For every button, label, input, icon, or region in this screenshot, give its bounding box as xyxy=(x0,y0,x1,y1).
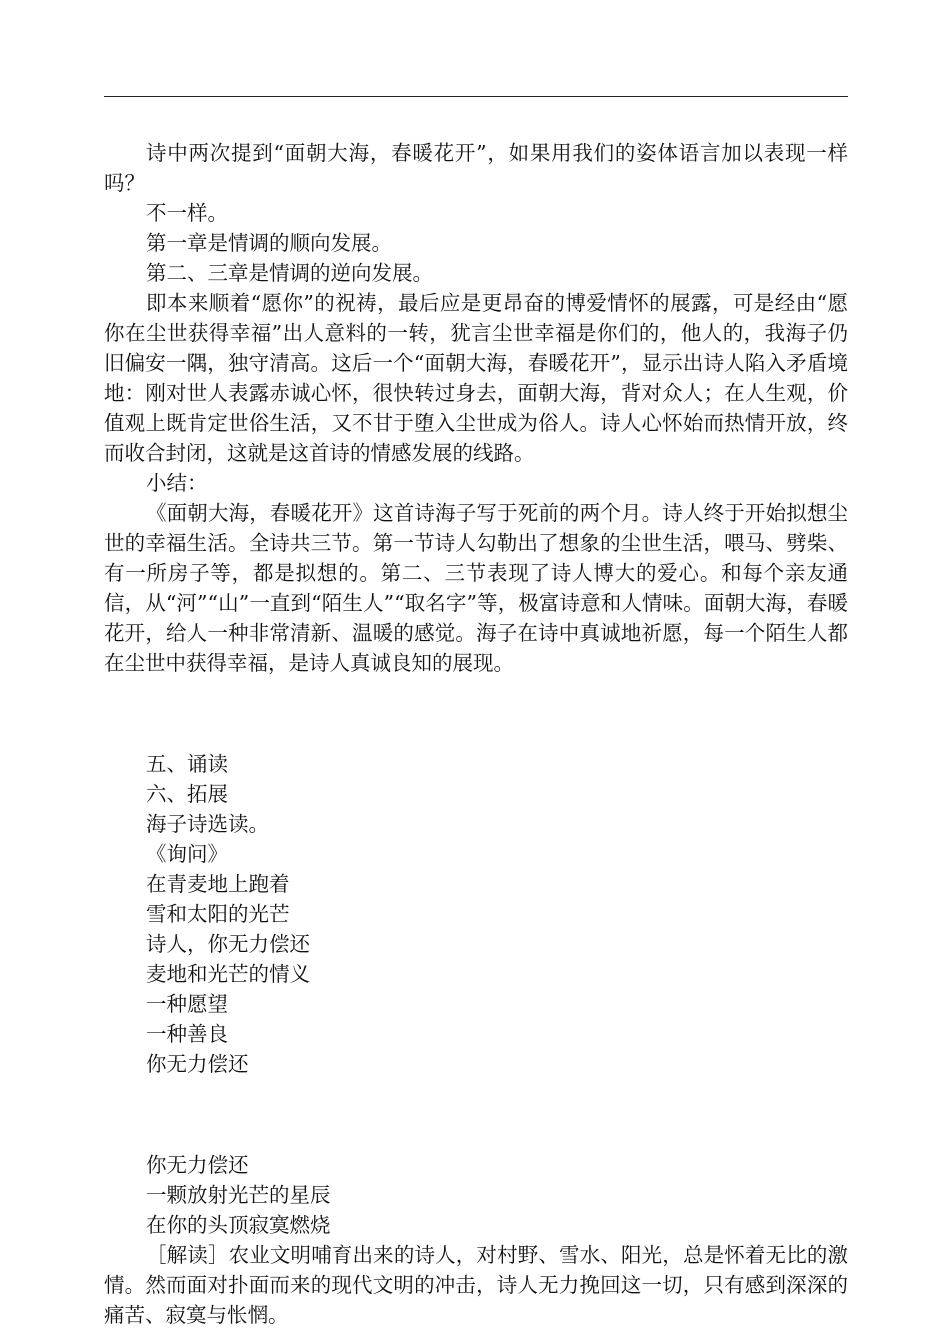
paragraph: 即本来顺着“愿你”的祝祷，最后应是更昂奋的博爱情怀的展露，可是经由“愿你在尘世获得幸福”出人意料的一转，犹言尘世幸福是你们的，他人的，我海子仍旧偏安一隅，独守清高。这后一个“面朝大海，春暖花开”，显示出诗人陷入矛盾境地：刚对世人表露赤诚心怀，很快转过身去，面朝大海，背对众人；在人生观，价值观上既肯定世俗生活，又不甘于堕入尘世成为俗人。诗人心怀始而热情开放，终而收合封闭，这就是这首诗的情感发展的线路。 xyxy=(104,291,848,465)
paragraph: 第一章是情调的顺向发展。 xyxy=(146,231,392,255)
paragraph: 《询问》 xyxy=(146,842,228,866)
paragraph: 你无力偿还 xyxy=(146,1153,249,1177)
paragraph: 六、拓展 xyxy=(146,782,228,806)
paragraph: 雪和太阳的光芒 xyxy=(146,902,290,926)
paragraph: 在你的头顶寂寞燃烧 xyxy=(146,1213,331,1237)
paragraph: 一种善良 xyxy=(146,1022,228,1046)
blank-line xyxy=(104,699,848,729)
document-body xyxy=(104,138,848,1330)
paragraph: ［解读］农业文明哺育出来的诗人，对村野、雪水、阳光，总是怀着无比的激情。然而面对扑面而来的现代文明的冲击，诗人无力挽回这一切，只有感到深深的痛苦、寂寞与怅惘。 xyxy=(104,1243,848,1327)
paragraph: 你无力偿还 xyxy=(146,1052,249,1076)
paragraph: 海子诗选读。 xyxy=(146,812,269,836)
paragraph: 小结： xyxy=(146,471,208,495)
paragraph: 诗人，你无力偿还 xyxy=(146,932,310,956)
blank-line xyxy=(104,1100,848,1130)
paragraph: 一种愿望 xyxy=(146,992,228,1016)
paragraph: 不一样。 xyxy=(146,201,228,225)
paragraph: 诗中两次提到“面朝大海，春暖花开”，如果用我们的姿体语言加以表现一样吗？ xyxy=(104,141,848,195)
paragraph: 一颗放射光芒的星辰 xyxy=(146,1183,331,1207)
header-rule xyxy=(104,96,848,97)
paragraph: 麦地和光芒的情义 xyxy=(146,962,310,986)
paragraph: 第二、三章是情调的逆向发展。 xyxy=(146,261,433,285)
paragraph: 《面朝大海，春暖花开》这首诗海子写于死前的两个月。诗人终于开始拟想尘世的幸福生活。全诗共三节。第一节诗人勾勒出了想象的尘世生活，喂马、劈柴、有一所房子等，都是拟想的。第二、三节表现了诗人博大的爱心。和每个亲友通信，从“河”“山”一直到“陌生人”“取名字”等，极富诗意和人情味。面朝大海，春暖花开，给人一种非常清新、温暖的感觉。海子在诗中真诚地祈愿，每一个陌生人都在尘世中获得幸福，是诗人真诚良知的展现。 xyxy=(104,501,848,675)
paragraph: 在青麦地上跑着 xyxy=(146,872,290,896)
paragraph: 五、诵读 xyxy=(146,752,228,776)
